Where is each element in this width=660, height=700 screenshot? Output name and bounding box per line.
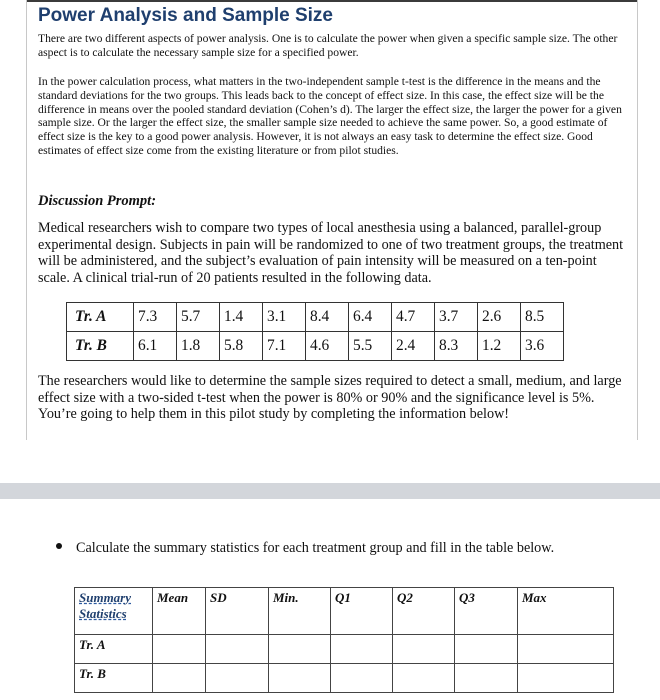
data-cell: 3.6 <box>521 332 564 361</box>
empty-cell[interactable] <box>393 635 455 664</box>
header-max: Max <box>518 588 614 635</box>
right-margin-rule <box>637 0 638 440</box>
data-cell: 6.4 <box>349 303 392 332</box>
summary-statistics-table <box>74 587 614 693</box>
empty-cell[interactable] <box>455 635 518 664</box>
data-cell: 4.7 <box>392 303 435 332</box>
empty-cell[interactable] <box>331 635 393 664</box>
header-min: Min. <box>269 588 331 635</box>
row-label-tr-b: Tr. B <box>67 332 134 361</box>
data-cell: 8.3 <box>435 332 478 361</box>
header-sd: SD <box>206 588 269 635</box>
discussion-title: Discussion Prompt: <box>38 193 157 209</box>
left-margin-rule <box>26 0 27 440</box>
table-row <box>75 635 614 664</box>
page-title: Power Analysis and Sample Size <box>38 5 333 26</box>
data-cell: 1.8 <box>177 332 220 361</box>
data-cell: 1.4 <box>220 303 263 332</box>
discussion-paragraph: Medical researchers wish to compare two types of local anesthesia using a balanced, parallel-group experimental design. Subjects in pain will be randomized to one of two treatment groups, the treatment will be administered, and the subject’s evaluation of pain intensity will be measured on a ten-point scale. A clinical trial-run of 20 patients resulted in the following data. <box>38 220 624 286</box>
section-divider-band <box>0 483 660 499</box>
row-label-tr-b: Tr. B <box>75 664 153 693</box>
table-row <box>75 664 614 693</box>
data-cell: 8.5 <box>521 303 564 332</box>
data-cell: 2.4 <box>392 332 435 361</box>
bullet-text: Calculate the summary statistics for each treatment group and fill in the table below. <box>76 540 555 556</box>
data-cell: 5.7 <box>177 303 220 332</box>
data-cell: 6.1 <box>134 332 177 361</box>
data-cell: 3.7 <box>435 303 478 332</box>
empty-cell[interactable] <box>393 664 455 693</box>
header-q3: Q3 <box>455 588 518 635</box>
header-mean: Mean <box>153 588 206 635</box>
data-cell: 8.4 <box>306 303 349 332</box>
empty-cell[interactable] <box>206 635 269 664</box>
empty-cell[interactable] <box>153 635 206 664</box>
header-q2: Q2 <box>393 588 455 635</box>
trial-data-table <box>66 302 564 361</box>
header-summary-statistics: Summary Statistics <box>75 588 153 635</box>
empty-cell[interactable] <box>518 635 614 664</box>
table-row <box>67 303 564 332</box>
empty-cell[interactable] <box>206 664 269 693</box>
row-label-tr-a: Tr. A <box>75 635 153 664</box>
followup-paragraph: The researchers would like to determine the sample sizes required to detect a small, medium, and large effect size with a two-sided t-test when the power is 80% or 90% and the significance level is 5%. You’re going to help them in this pilot study by completing the information below! <box>38 373 622 423</box>
bullet-instruction <box>56 540 554 557</box>
empty-cell[interactable] <box>269 664 331 693</box>
data-cell: 5.8 <box>220 332 263 361</box>
header-q1: Q1 <box>331 588 393 635</box>
empty-cell[interactable] <box>331 664 393 693</box>
data-cell: 5.5 <box>349 332 392 361</box>
data-cell: 4.6 <box>306 332 349 361</box>
table-row <box>67 332 564 361</box>
bullet-icon <box>56 543 62 549</box>
empty-cell[interactable] <box>153 664 206 693</box>
data-cell: 3.1 <box>263 303 306 332</box>
empty-cell[interactable] <box>455 664 518 693</box>
empty-cell[interactable] <box>269 635 331 664</box>
table-header-row <box>75 588 614 635</box>
intro-paragraph: There are two different aspects of power analysis. One is to calculate the power when given a specific sample size. The other aspect is to calculate the necessary sample size for a specified power. <box>38 32 618 59</box>
top-rule <box>26 0 637 2</box>
data-cell: 7.1 <box>263 332 306 361</box>
effect-size-paragraph: In the power calculation process, what matters in the two-independent sample t-test is the difference in the means and the standard deviations for the two groups. This leads back to the concept of effect size. In this case, the effect size will be the difference in means over the pooled standard deviation (Cohen’s d). The larger the effect size, the larger the power for a given sample size. Or the larger the effect size, the smaller sample size needed to achieve the same power. So, a good estimate of effect size is the key to a good power analysis. However, it is not always an easy task to determine the effect size. Good estimates of effect size come from the existing literature or from pilot studies. <box>38 75 622 157</box>
empty-cell[interactable] <box>518 664 614 693</box>
data-cell: 7.3 <box>134 303 177 332</box>
data-cell: 2.6 <box>478 303 521 332</box>
row-label-tr-a: Tr. A <box>67 303 134 332</box>
data-cell: 1.2 <box>478 332 521 361</box>
